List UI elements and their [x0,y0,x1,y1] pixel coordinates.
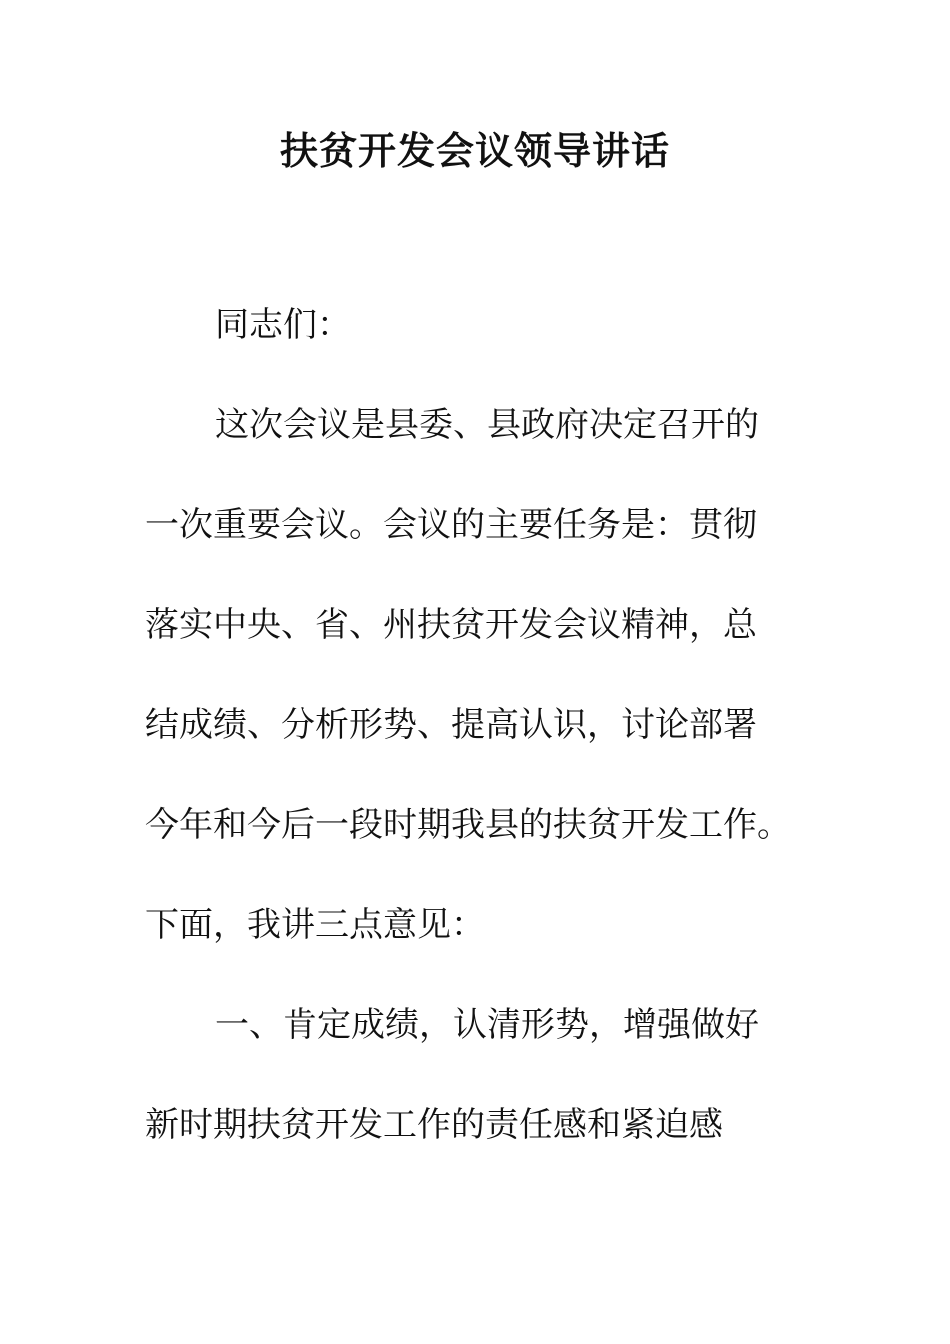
document-title: 扶贫开发会议领导讲话 [279,128,670,173]
salutation-line: 同志们： [215,305,351,345]
paragraph-line: 这次会议是县委、县政府决定召开的 [215,405,759,445]
paragraph-line: 一次重要会议。会议的主要任务是：贯彻 [145,505,757,545]
section-heading-line: 新时期扶贫开发工作的责任感和紧迫感 [145,1105,723,1145]
paragraph-line: 下面，我讲三点意见： [145,905,485,945]
paragraph-line: 今年和今后一段时期我县的扶贫开发工作。 [145,805,791,845]
paragraph-line: 落实中央、省、州扶贫开发会议精神，总 [145,605,757,645]
section-heading-line: 一、肯定成绩，认清形势，增强做好 [215,1005,759,1045]
paragraph-line: 结成绩、分析形势、提高认识，讨论部署 [145,705,757,745]
